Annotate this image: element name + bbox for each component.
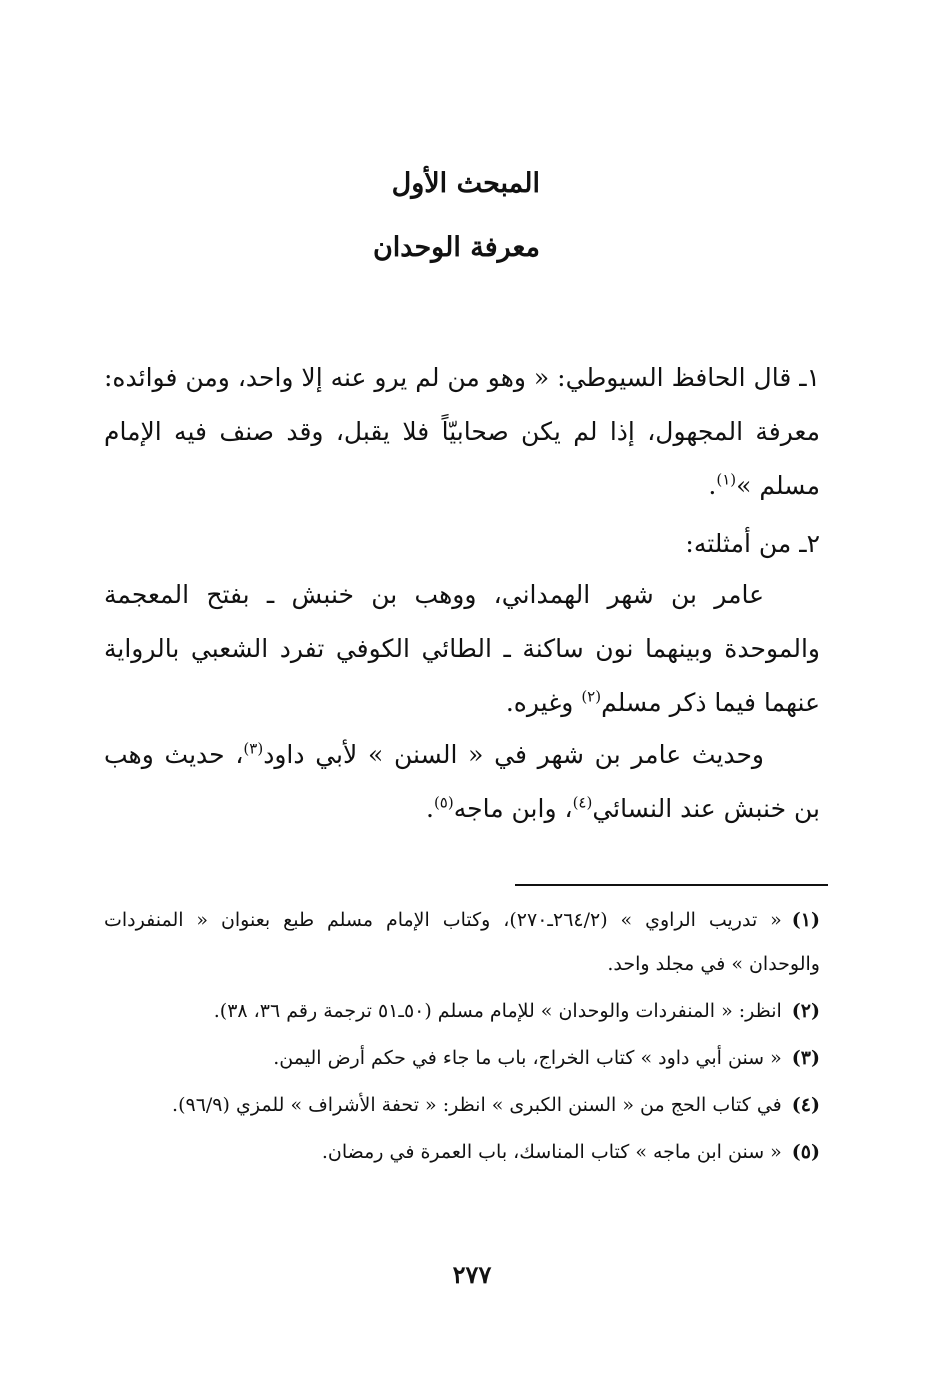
footnotes-list bbox=[104, 898, 820, 1177]
footnote-divider bbox=[515, 884, 828, 886]
paragraph-1 bbox=[104, 351, 820, 513]
paragraph-4-text-b: ، حديث وهب بن خنبش عند النسائي bbox=[104, 740, 820, 823]
paragraph-1-tail: . bbox=[708, 471, 717, 500]
footnote-text: « تدريب الراوي » (٢٦٤/٢ـ٢٧٠)، وكتاب الإمام مسلم طبع بعنوان « المنفردات والوحدان » في مجلد واحد. bbox=[104, 909, 820, 975]
footnote-number: (٥) bbox=[791, 1141, 820, 1163]
paragraph-2-text: ٢ـ من أمثلته: bbox=[685, 529, 820, 558]
paragraph-2 bbox=[104, 517, 820, 571]
paragraph-3-text: عامر بن شهر الهمداني، ووهب بن خنبش ـ بفتح المعجمة والموحدة وبينهما نون ساكنة ـ الطائي الكوفي تفرد الشعبي بالرواية عنهما فيما ذكر مسلم bbox=[104, 580, 820, 717]
footnote-ref-5: (٥) bbox=[433, 793, 454, 812]
footnote-text: « سنن ابن ماجه » كتاب المناسك، باب العمرة في رمضان. bbox=[321, 1141, 782, 1163]
footnote-ref-4: (٤) bbox=[572, 793, 593, 812]
paragraph-4-text-a: وحديث عامر بن شهر في « السنن » لأبي داود bbox=[263, 740, 764, 769]
paragraph-4-tail: . bbox=[425, 794, 434, 823]
footnote-item bbox=[104, 989, 820, 1033]
footnote-number: (٤) bbox=[791, 1094, 820, 1116]
paragraph-1-text: ١ـ قال الحافظ السيوطي: « وهو من لم يرو عنه إلا واحد، ومن فوائده: معرفة المجهول، إذا لم يكن صحابيّاً فلا يقبل، وقد صنف فيه الإمام مسلم » bbox=[104, 363, 820, 500]
footnote-number: (٣) bbox=[791, 1047, 820, 1069]
footnote-ref-3: (٣) bbox=[243, 739, 264, 758]
footnote-ref-1: (١) bbox=[716, 470, 737, 489]
footnote-text: انظر: « المنفردات والوحدان » للإمام مسلم (٥٠ـ٥١ ترجمة رقم ٣٦، ٣٨). bbox=[213, 1000, 782, 1022]
footnote-item bbox=[104, 1130, 820, 1174]
footnote-number: (١) bbox=[791, 909, 820, 931]
paragraph-4-text-c: ، وابن ماجه bbox=[453, 794, 573, 823]
section-title: المبحث الأول bbox=[391, 168, 540, 199]
paragraph-4 bbox=[104, 728, 820, 836]
footnote-text: « سنن أبي داود » كتاب الخراج، باب ما جاء في حكم أرض اليمن. bbox=[273, 1047, 782, 1069]
paragraph-3-tail: وغيره. bbox=[505, 688, 582, 717]
footnote-number: (٢) bbox=[791, 1000, 820, 1022]
footnote-item bbox=[104, 1036, 820, 1080]
footnote-item bbox=[104, 1083, 820, 1127]
footnote-text: في كتاب الحج من « السنن الكبرى » انظر: « تحفة الأشراف » للمزي (٩٦/٩). bbox=[172, 1094, 782, 1116]
page-number: ٢٧٧ bbox=[452, 1260, 492, 1289]
footnote-ref-2: (٢) bbox=[581, 687, 602, 706]
section-subtitle: معرفة الوحدان bbox=[372, 232, 540, 263]
footnote-item bbox=[104, 898, 820, 986]
paragraph-3 bbox=[104, 568, 820, 730]
